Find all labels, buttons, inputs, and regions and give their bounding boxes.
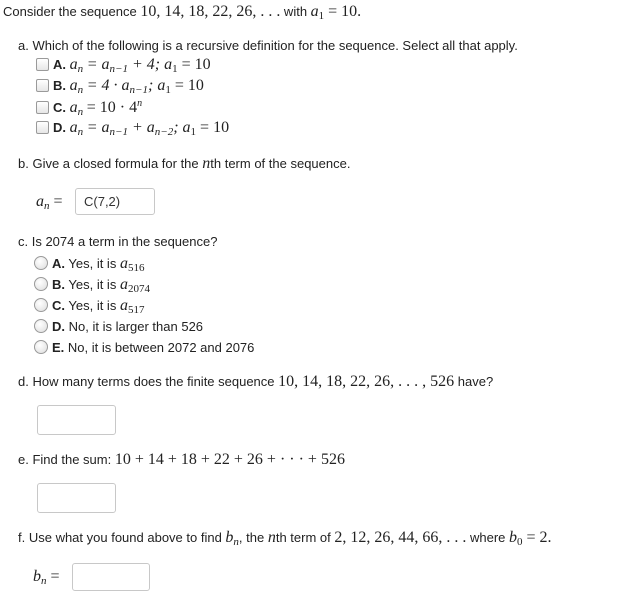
part-b-question: b. Give a closed formula for the nth term of the sequence. [18,155,351,172]
radio-c[interactable] [34,298,48,312]
radio-d[interactable] [34,319,48,333]
part-c-question: c. Is 2074 a term in the sequence? [18,234,218,249]
option-b-row[interactable]: B. $a_n = 4 \cdot a_{n-1}$; $a_1 = 10$ [36,77,204,96]
part-a-question: a. Which of the following is a recursive definition for the sequence. Select all that apply. [18,38,518,53]
checkbox-b[interactable] [36,79,49,92]
part-f-label: $b_n$ = [33,568,60,587]
radio-row-a[interactable]: A. Yes, it is $a_{516}$ [34,255,144,274]
part-b-label: $a_n$ = [36,193,63,212]
closed-formula-input[interactable]: C(7,2) [75,188,155,215]
option-d-row[interactable]: D. $a_n = a_{n-1} + a_{n-2}$; $a_1 = 10$ [36,119,229,138]
radio-row-d[interactable]: D. No, it is larger than 526 [34,319,203,334]
checkbox-d[interactable] [36,121,49,134]
radio-row-c[interactable]: C. Yes, it is $a_{517}$ [34,297,144,316]
intro-text: Consider the sequence 10, 14, 18, 22, 26, . . . with $a_1 = 10$. [3,3,362,22]
radio-e[interactable] [34,340,48,354]
part-d-question: d. How many terms does the finite sequence 10, 14, 18, 22, 26, . . . , 526 have? [18,373,494,390]
sum-input[interactable] [37,483,116,513]
part-f-question: f. Use what you found above to find $b_n$, the nth term of 2, 12, 26, 44, 66, . . . where $b_0 = 2$. [18,529,552,548]
radio-b[interactable] [34,277,48,291]
nth-term-input[interactable] [72,563,150,591]
checkbox-a[interactable] [36,58,49,71]
term-count-input[interactable] [37,405,116,435]
radio-row-b[interactable]: B. Yes, it is $a_{2074}$ [34,276,150,295]
radio-row-e[interactable]: E. No, it is between 2072 and 2076 [34,340,254,355]
option-a-row[interactable]: A. $a_n = a_{n-1} + 4$; $a_1 = 10$ [36,56,211,75]
option-c-row[interactable]: C. $a_n = 10 \cdot 4^n$ [36,98,142,118]
radio-a[interactable] [34,256,48,270]
checkbox-c[interactable] [36,101,49,114]
part-e-question: e. Find the sum: 10 + 14 + 18 + 22 + 26 + · · · + 526 [18,451,345,468]
